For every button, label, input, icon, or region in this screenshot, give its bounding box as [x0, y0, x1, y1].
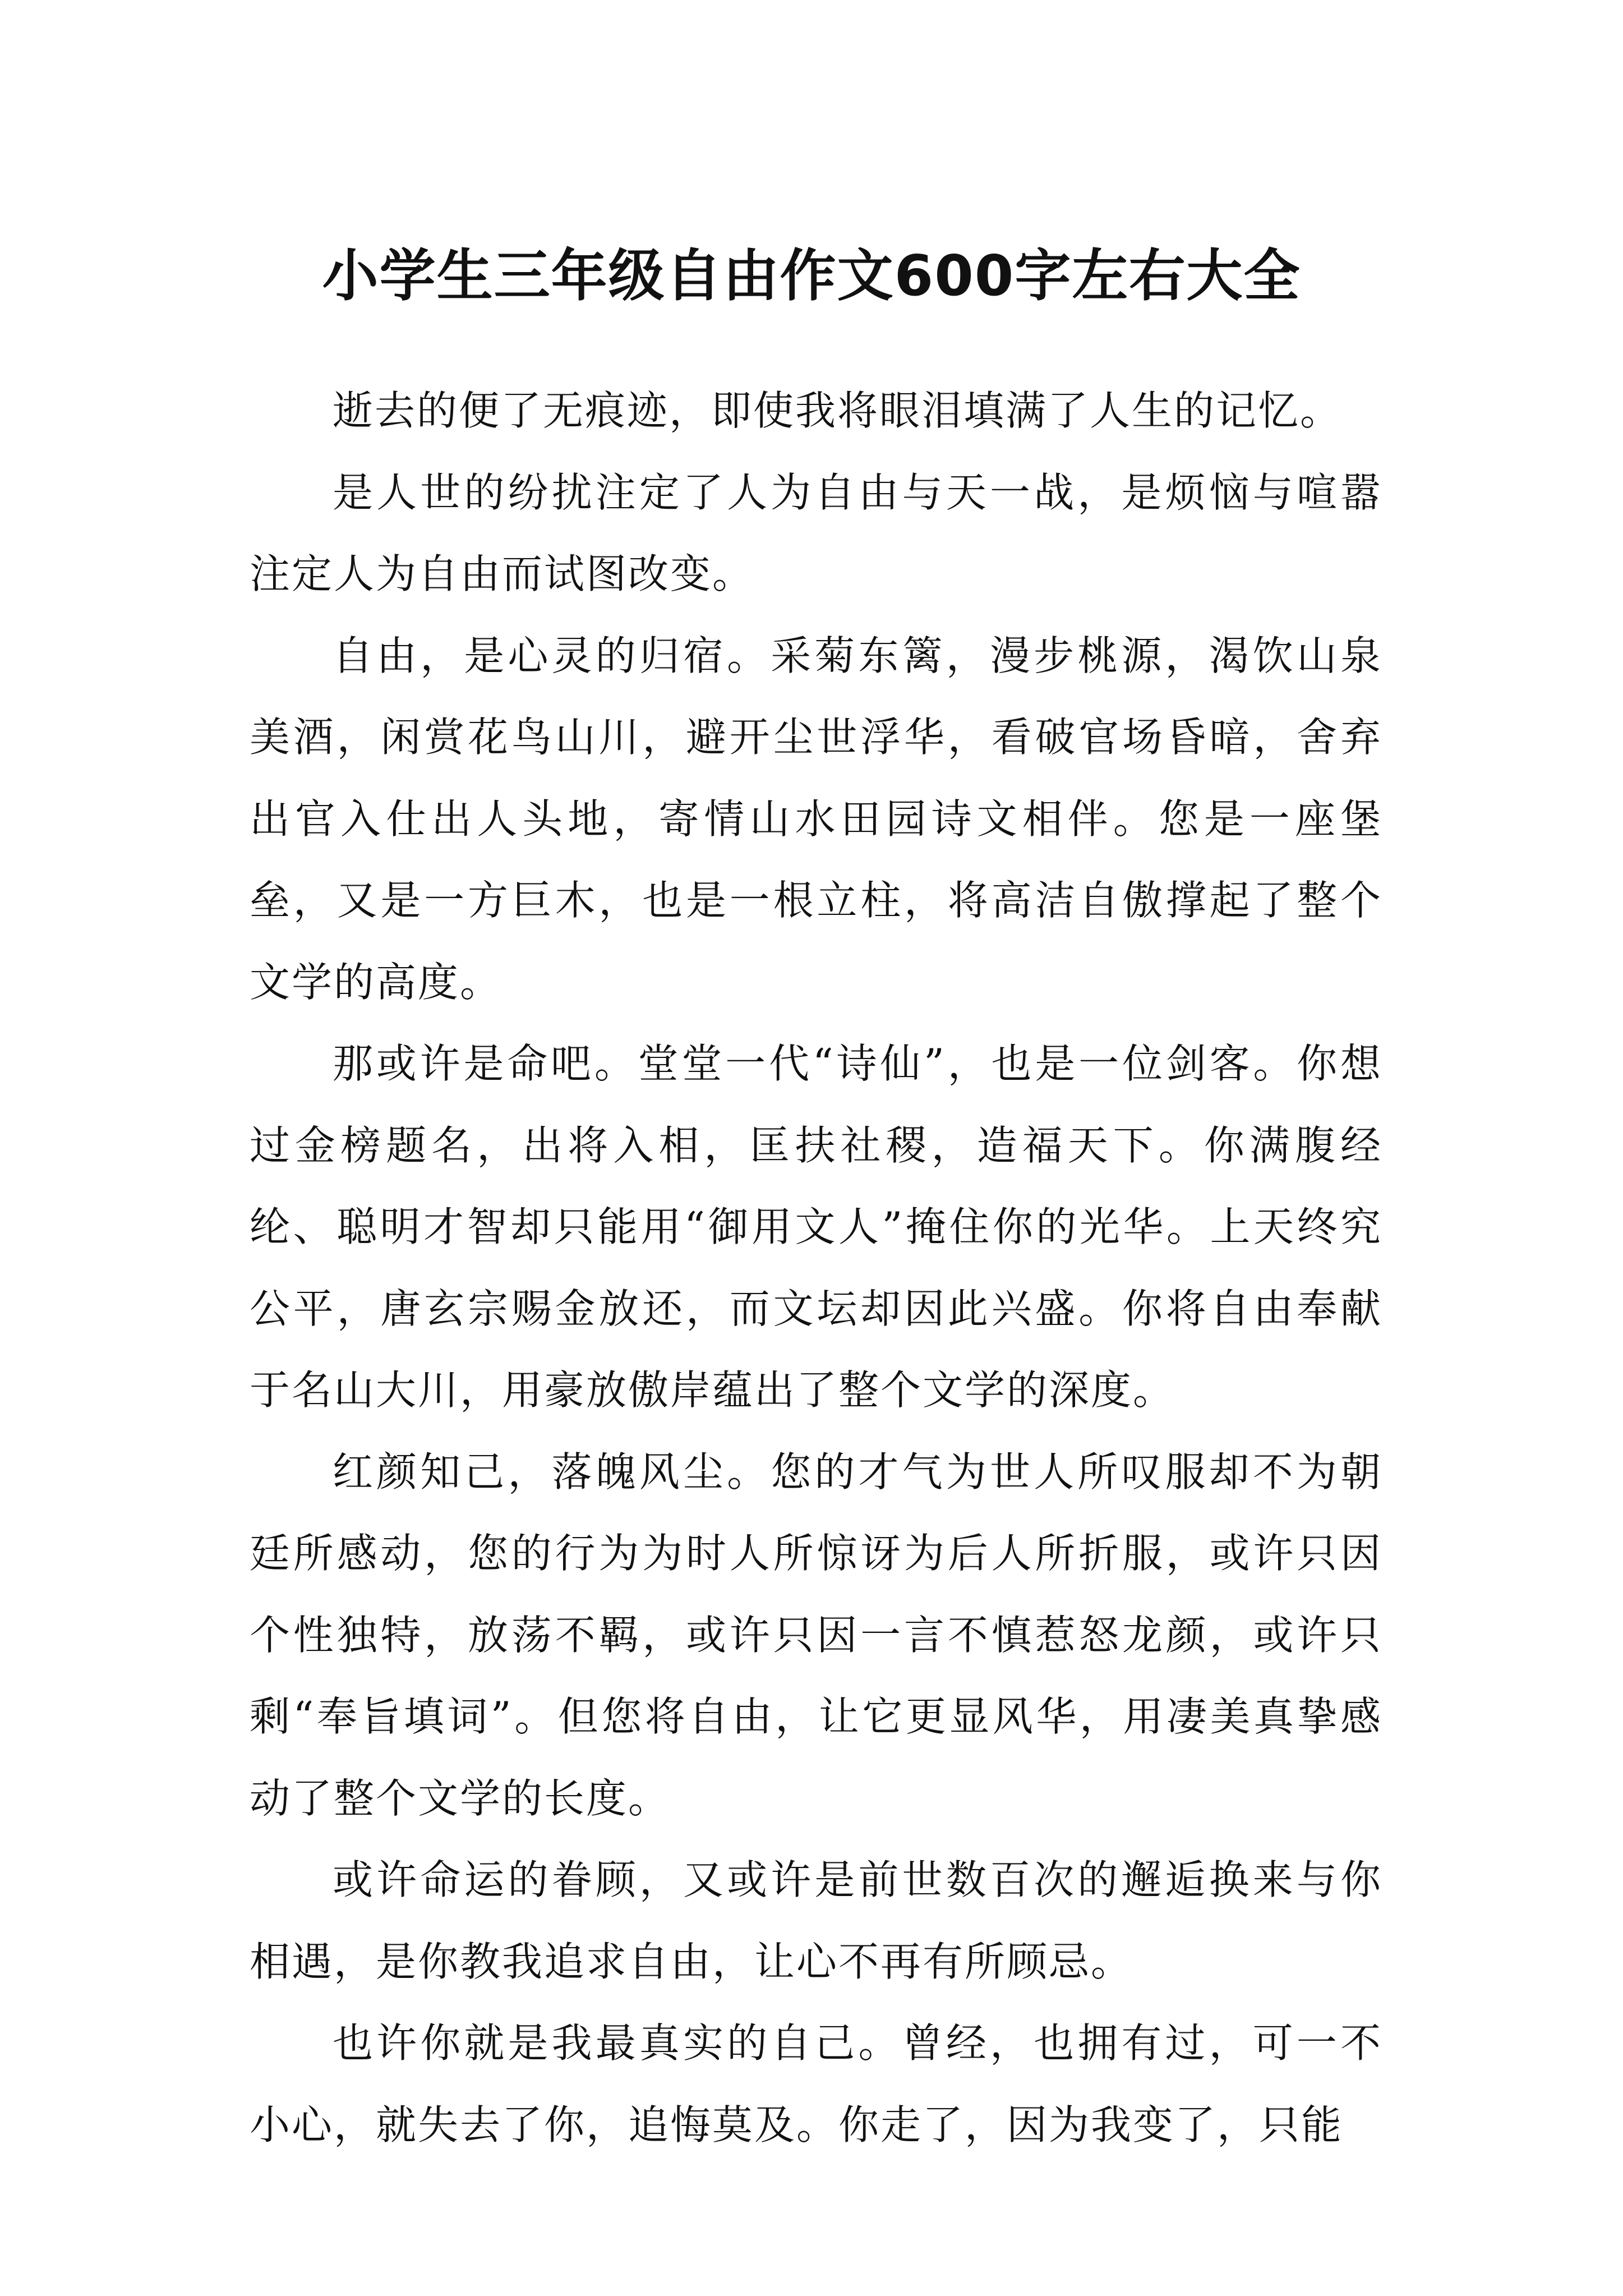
paragraph-4: 那或许是命吧。堂堂一代“诗仙”，也是一位剑客。你想过金榜题名，出将入相，匡扶社稷，造福天下。你满腹经纶、聪明才智却只能用“御用文人”掩住你的光华。上天终究公平，唐玄宗赐金放还，而文坛却因此兴盛。你将自由奉献于名山大川，用豪放傲岸蕴出了整个文学的深度。 [250, 1040, 1382, 1414]
paragraph-2: 是人世的纷扰注定了人为自由与天一战，是烦恼与喧嚣注定人为自由而试图改变。 [250, 468, 1382, 597]
document-title: 小学生三年级自由作文600字左右大全 [322, 243, 1301, 309]
paragraph-3: 自由，是心灵的归宿。采菊东篱，漫步桃源，渴饮山泉美酒，闲赏花鸟山川，避开尘世浮华，看破官场昏暗，舍弃出官入仕出人头地，寄情山水田园诗文相伴。您是一座堡垒，又是一方巨木，也是一根立柱，将高洁自傲撑起了整个文学的高度。 [250, 632, 1382, 1006]
document-body [250, 370, 1382, 2166]
paragraph-7: 也许你就是我最真实的自己。曾经，也拥有过，可一不小心，就失去了你，追悔莫及。你走了，因为我变了，只能 [250, 2019, 1382, 2148]
paragraph-1: 逝去的便了无痕迹，即使我将眼泪填满了人生的记忆。 [333, 387, 1343, 434]
paragraph-5: 红颜知己，落魄风尘。您的才气为世人所叹服却不为朝廷所感动，您的行为为时人所惊讶为后人所折服，或许只因个性独特，放荡不羁，或许只因一言不慎惹怒龙颜，或许只剩“奉旨填词”。但您将自由，让它更显风华，用凄美真挚感动了整个文学的长度。 [250, 1448, 1382, 1822]
paragraph-6: 或许命运的眷顾，又或许是前世数百次的邂逅换来与你相遇，是你教我追求自由，让心不再有所顾忌。 [250, 1856, 1382, 1985]
